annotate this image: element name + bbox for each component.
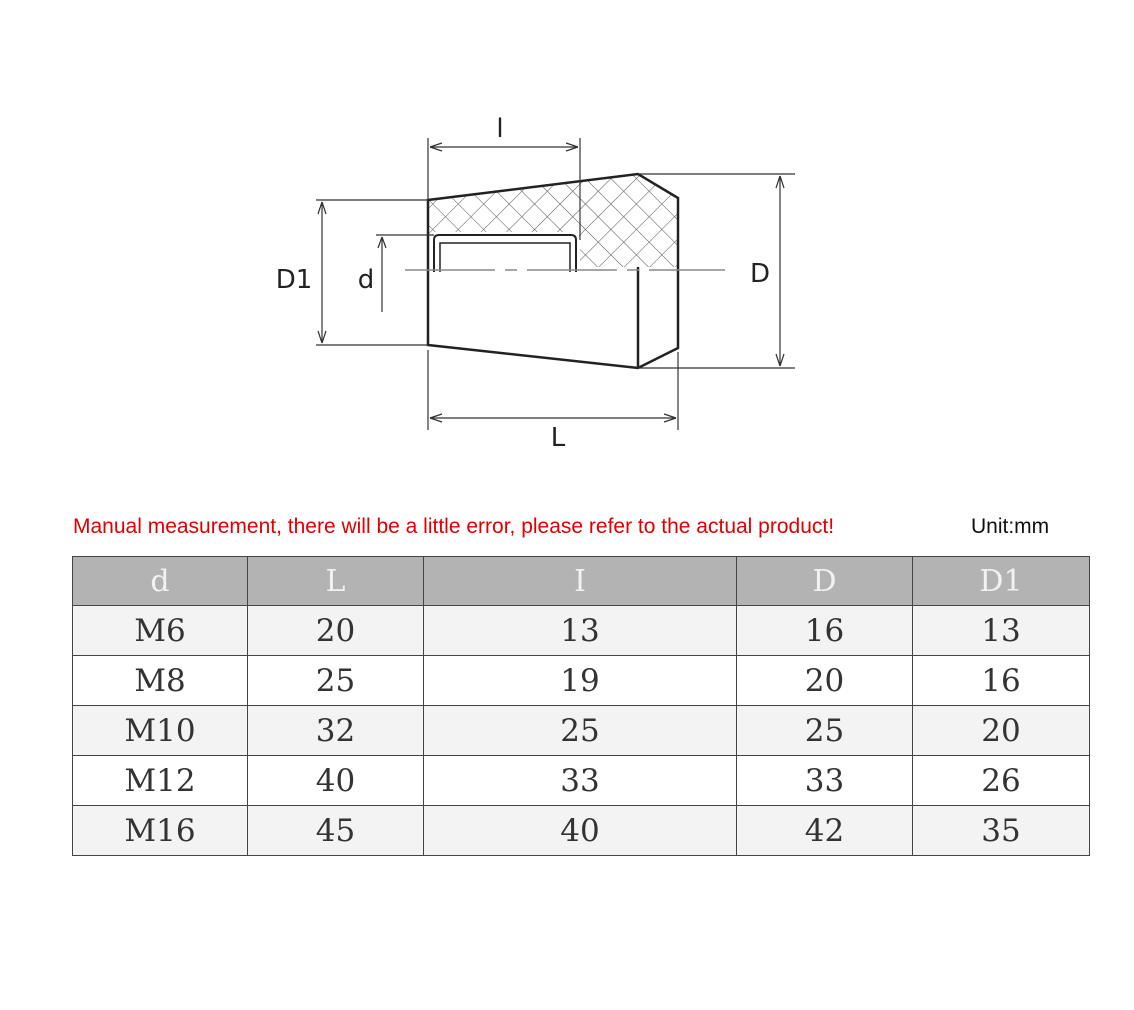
note-row [73,510,1073,544]
table-cell: 20 [737,656,913,706]
table-cell: 40 [248,756,424,806]
table-row [73,806,1090,856]
table-cell: 40 [424,806,737,856]
header-i: I [424,557,737,606]
label-d: d [357,265,375,295]
table-cell: M8 [73,656,248,706]
table-cell: 25 [424,706,737,756]
table-cell: 20 [248,606,424,656]
label-big-l: L [550,423,566,453]
table-cell: 19 [424,656,737,706]
unit-label: Unit:mm [971,515,1050,538]
table-row [73,706,1090,756]
table-cell: M12 [73,756,248,806]
table-cell: 13 [424,606,737,656]
table-row [73,756,1090,806]
table-cell: 16 [737,606,913,656]
dimension-d [376,235,434,312]
table-cell: 32 [248,706,424,756]
table-cell: 13 [913,606,1090,656]
table-cell: 16 [913,656,1090,706]
table-cell: 20 [913,706,1090,756]
table-cell: M6 [73,606,248,656]
table-row [73,656,1090,706]
header-l: L [248,557,424,606]
table-cell: M10 [73,706,248,756]
table-cell: 25 [737,706,913,756]
measurement-note: Manual measurement, there will be a little error, please refer to the actual product! [73,515,835,538]
label-d1: D1 [275,265,313,295]
dimension-big-l [428,350,678,430]
threaded-hole-outline [434,235,576,272]
header-d1: D1 [913,557,1090,606]
specification-table [72,556,1090,856]
table-cell: 33 [424,756,737,806]
table-row [73,606,1090,656]
table-cell: 35 [913,806,1090,856]
table-cell: 26 [913,756,1090,806]
label-big-d: D [749,259,771,289]
table-cell: 33 [737,756,913,806]
threaded-hole-inner [440,243,570,272]
header-big-d: D [737,557,913,606]
table-cell: 45 [248,806,424,856]
table-header-row [73,557,1090,606]
label-l: l [496,114,504,144]
table-cell: 42 [737,806,913,856]
table-cell: M16 [73,806,248,856]
table-cell: 25 [248,656,424,706]
header-d: d [73,557,248,606]
knob-dimension-diagram [0,0,1134,500]
